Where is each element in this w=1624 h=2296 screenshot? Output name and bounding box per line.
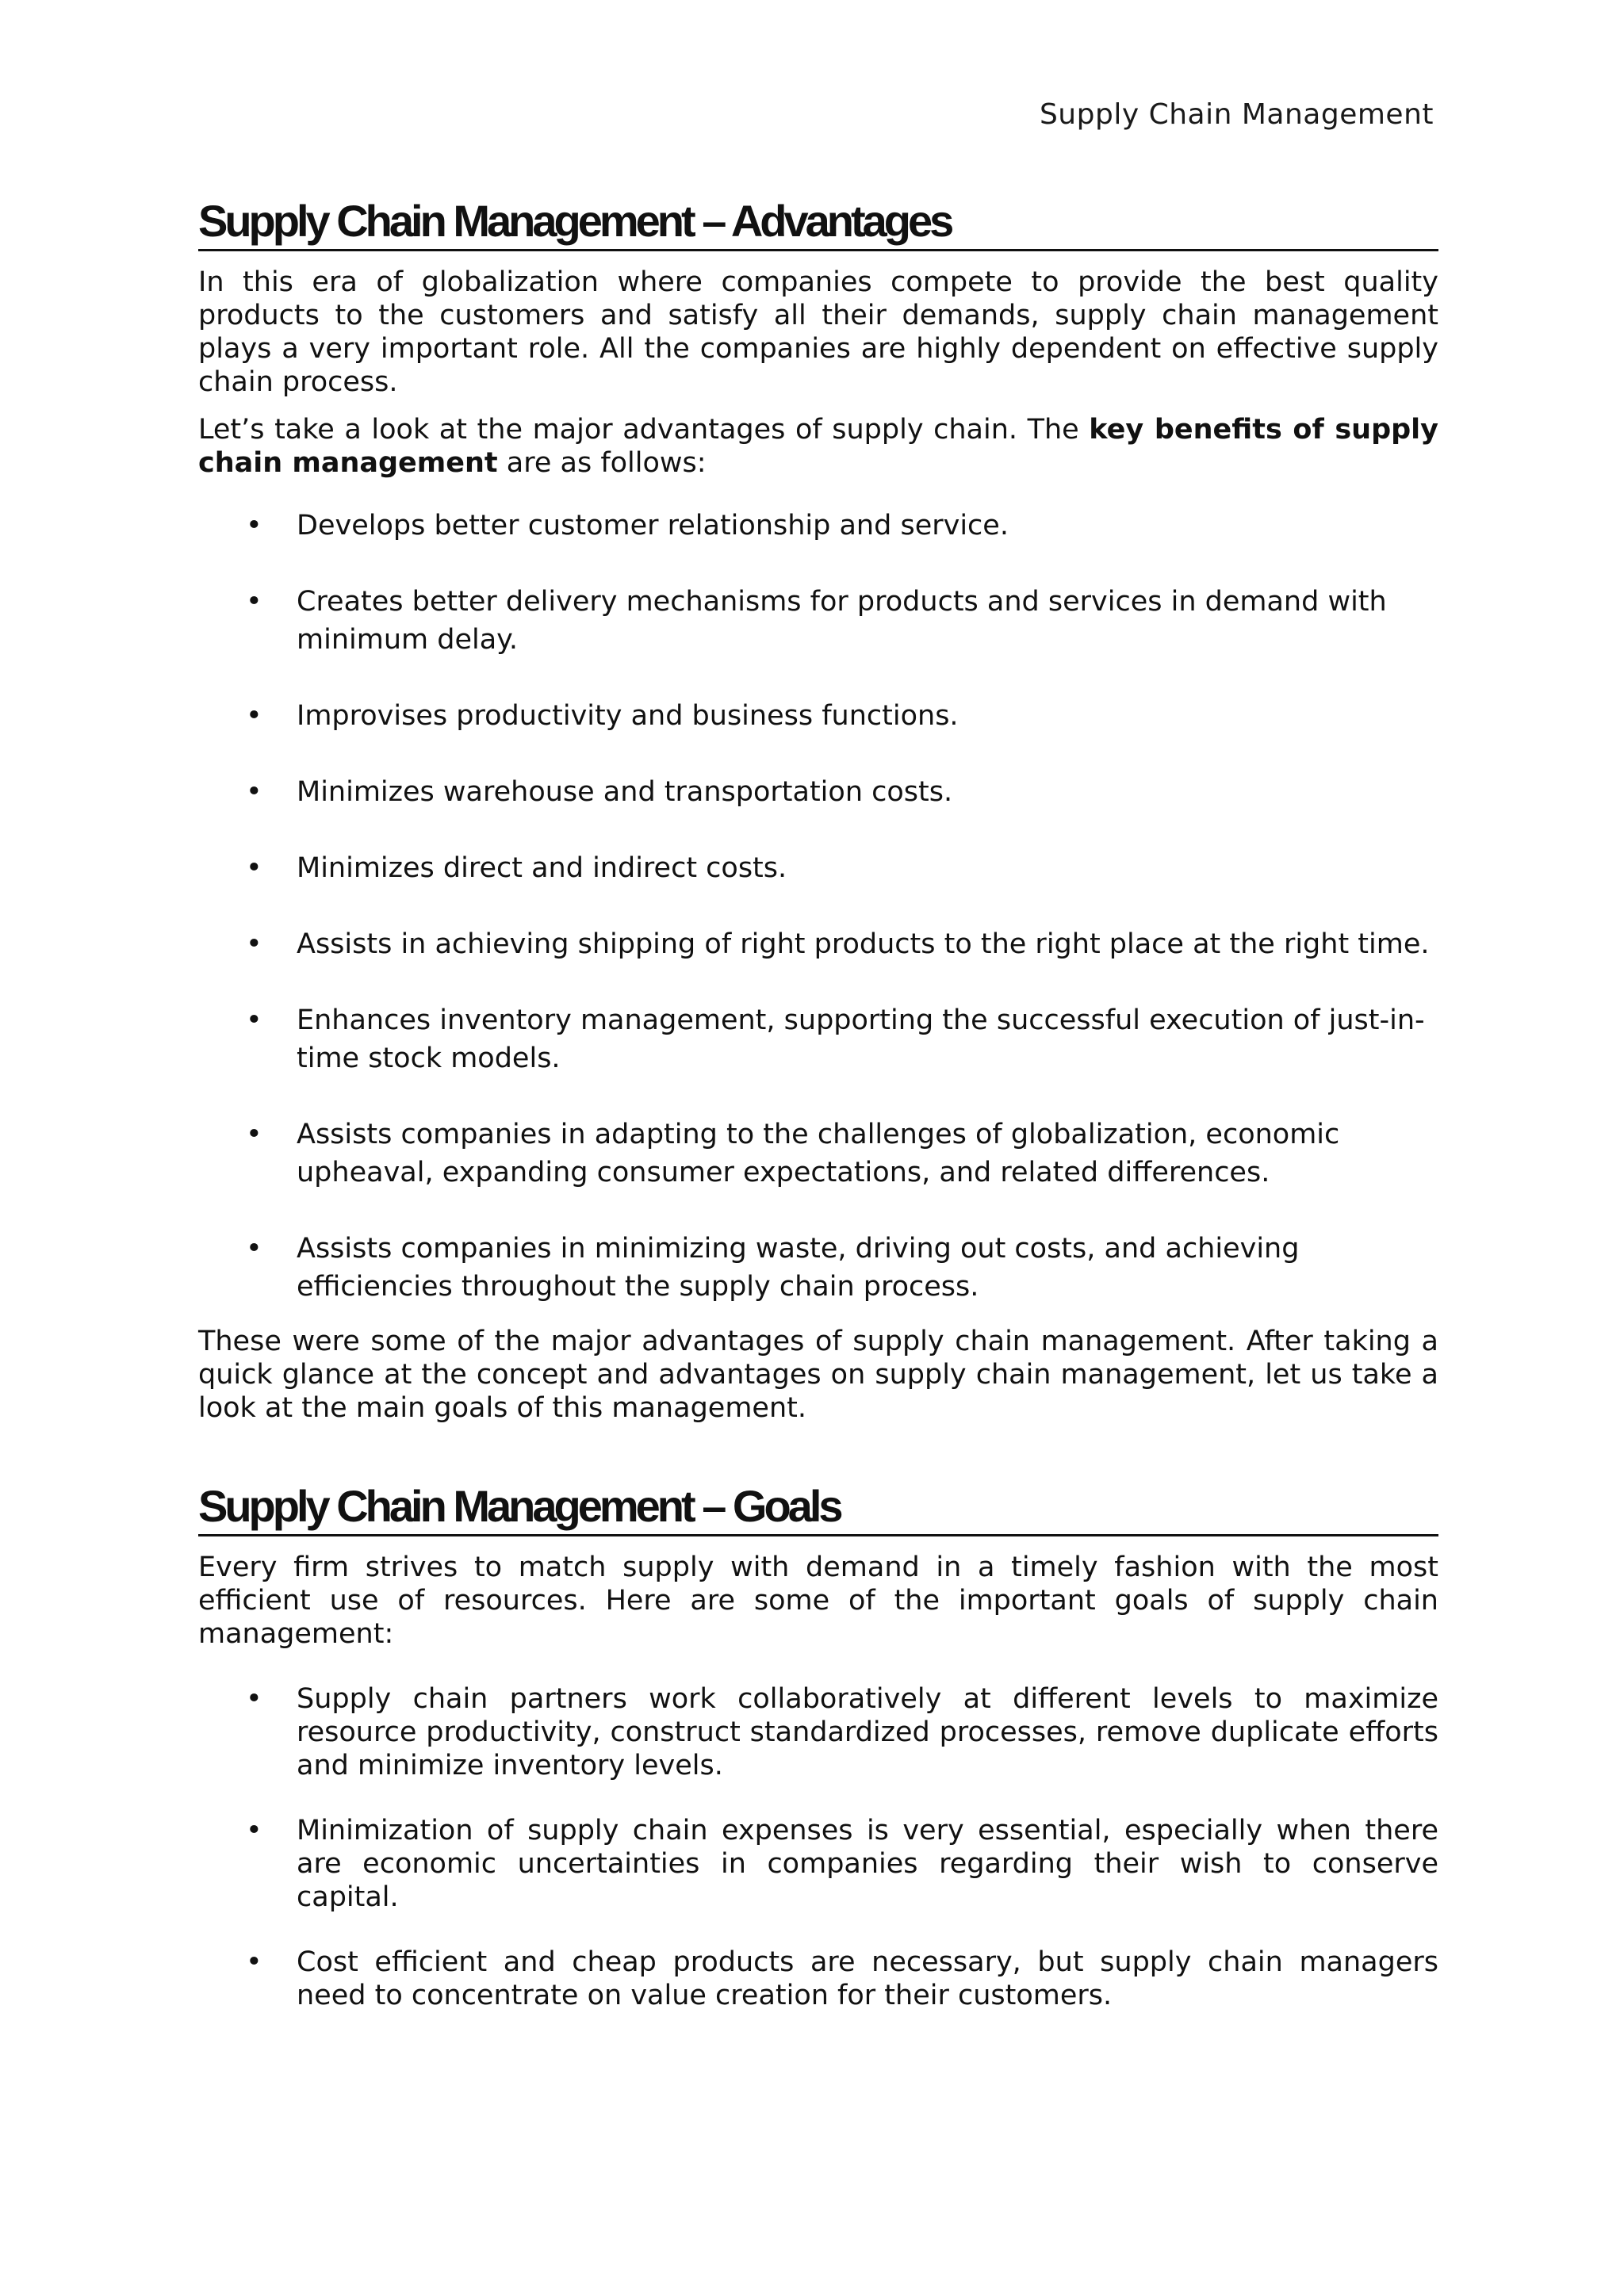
list-item — [198, 1814, 1438, 1914]
bullet-icon: • — [246, 852, 262, 884]
lead-text-bold: key benefits of supply chain management — [198, 414, 1438, 479]
bullet-icon: • — [246, 928, 262, 960]
running-header: Supply Chain Management — [1039, 98, 1434, 131]
bullet-icon: • — [246, 510, 262, 541]
list-item — [198, 1946, 1438, 2012]
bullet-icon: • — [246, 1004, 262, 1036]
advantages-closing: These were some of the major advantages of supply chain management. After taking a quick glance at the concept and advantages on supply chain management, let us take a look at the main goals of this management. — [198, 1326, 1438, 1424]
bullet-icon: • — [246, 1683, 262, 1715]
list-item — [198, 925, 1438, 963]
list-item — [198, 1001, 1438, 1077]
bullet-icon: • — [246, 1233, 262, 1265]
list-item — [198, 583, 1438, 659]
list-item-text: Enhances inventory management, supporting the successful execution of just-in-time stock models. — [297, 1004, 1425, 1074]
list-item-text: Minimizes warehouse and transportation costs. — [297, 776, 953, 808]
list-item — [198, 1115, 1438, 1192]
list-item-text: Assists companies in minimizing waste, driving out costs, and achieving efficiencies throughout the supply chain process. — [297, 1233, 1300, 1303]
list-item — [198, 1230, 1438, 1306]
list-item-text: Cost efficient and cheap products are necessary, but supply chain managers need to concentrate on value creation for their customers. — [297, 1946, 1438, 2011]
goals-intro: Every firm strives to match supply with demand in a timely fashion with the most efficient use of resources. Here are some of the important goals of supply chain management: — [198, 1552, 1438, 1650]
bullet-icon: • — [246, 1815, 262, 1846]
bullet-icon: • — [246, 586, 262, 618]
list-item — [198, 1682, 1438, 1782]
list-item — [198, 697, 1438, 735]
list-item-text: Supply chain partners work collaboratively at different levels to maximize resource productivity, construct standardized processes, remove duplicate efforts and minimize inventory levels. — [297, 1683, 1438, 1781]
goals-list — [198, 1682, 1438, 2012]
list-item-text: Creates better delivery mechanisms for products and services in demand with minimum delay. — [297, 586, 1387, 656]
list-item-text: Minimization of supply chain expenses is very essential, especially when there are economic uncertainties in companies regarding their wish to conserve capital. — [297, 1815, 1438, 1913]
list-item — [198, 849, 1438, 887]
bullet-icon: • — [246, 776, 262, 808]
list-item — [198, 773, 1438, 811]
bullet-icon: • — [246, 700, 262, 732]
list-item-text: Assists companies in adapting to the challenges of globalization, economic upheaval, expanding consumer expectations, and related differences. — [297, 1119, 1340, 1188]
advantages-heading: Supply Chain Management – Advantages — [198, 193, 1438, 251]
list-item-text: Develops better customer relationship and service. — [297, 510, 1009, 541]
list-item-text: Assists in achieving shipping of right products to the right place at the right time. — [297, 928, 1430, 960]
lead-text-after: are as follows: — [497, 447, 707, 479]
list-item-text: Improvises productivity and business functions. — [297, 700, 959, 732]
advantages-intro: In this era of globalization where companies compete to provide the best quality products to the customers and satisfy all their demands, supply chain management plays a very important role. All the companies are highly dependent on effective supply chain process. — [198, 266, 1438, 398]
bullet-icon: • — [246, 1946, 262, 1978]
advantages-list — [198, 507, 1438, 1306]
page-content — [198, 193, 1438, 2044]
list-item — [198, 507, 1438, 545]
lead-text-before: Let’s take a look at the major advantages of supply chain. The — [198, 414, 1090, 446]
goals-heading: Supply Chain Management – Goals — [198, 1479, 1438, 1536]
list-item-text: Minimizes direct and indirect costs. — [297, 852, 787, 884]
bullet-icon: • — [246, 1119, 262, 1150]
advantages-lead — [198, 413, 1438, 480]
